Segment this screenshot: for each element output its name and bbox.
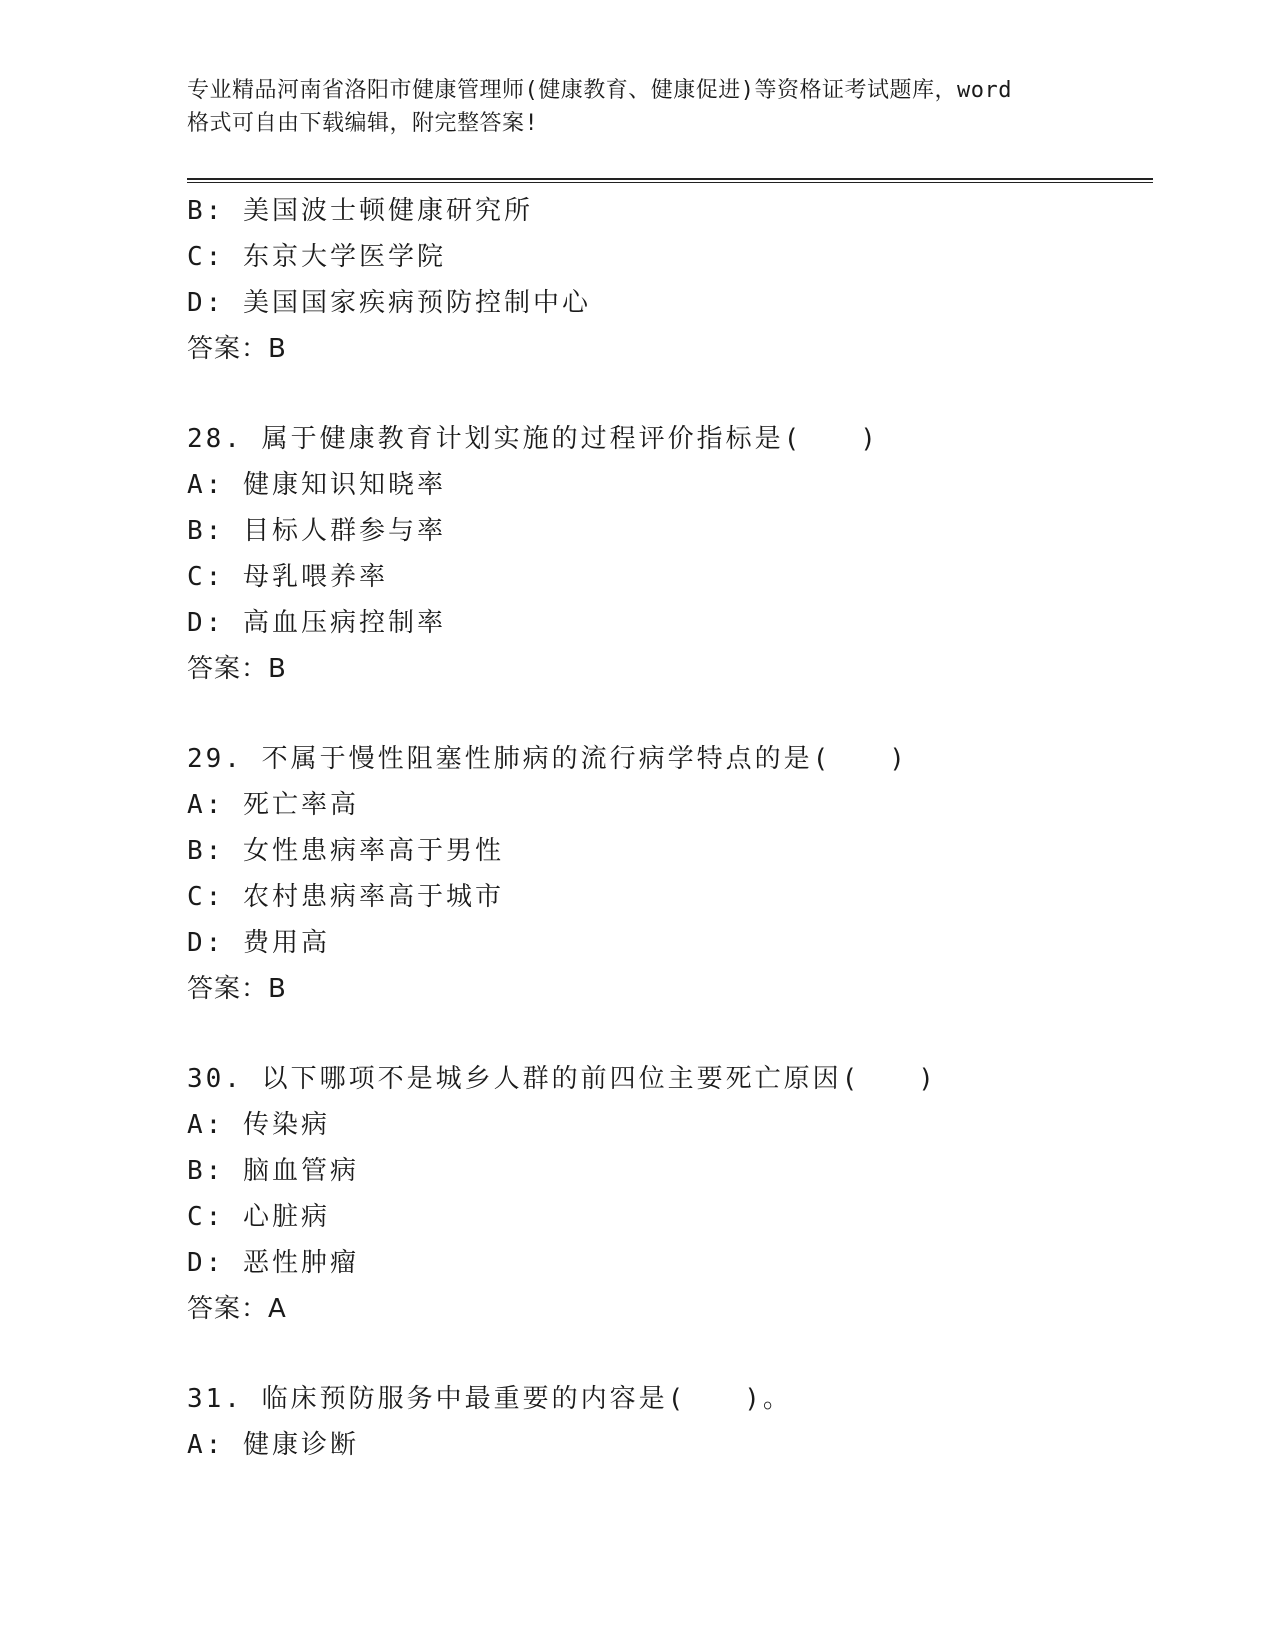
question-31 bbox=[187, 1376, 1147, 1468]
question-27-continued bbox=[187, 188, 1147, 372]
question-stem: 30. 以下哪项不是城乡人群的前四位主要死亡原因( ) bbox=[187, 1064, 937, 1094]
block-spacer bbox=[187, 1012, 1147, 1056]
option-b: B: 美国波士顿健康研究所 bbox=[187, 196, 533, 226]
header-line-1: 专业精品河南省洛阳市健康管理师(健康教育、健康促进)等资格证考试题库，word bbox=[187, 78, 1012, 103]
block-spacer bbox=[187, 372, 1147, 416]
question-stem: 28. 属于健康教育计划实施的过程评价指标是( ) bbox=[187, 424, 879, 454]
question-28 bbox=[187, 416, 1147, 692]
option-a: A: 健康诊断 bbox=[187, 1430, 359, 1460]
option-d: D: 费用高 bbox=[187, 928, 330, 958]
answer-line: 答案：B bbox=[187, 334, 287, 364]
option-c: C: 东京大学医学院 bbox=[187, 242, 446, 272]
option-c: C: 母乳喂养率 bbox=[187, 562, 388, 592]
question-29 bbox=[187, 736, 1147, 1012]
option-a: A: 传染病 bbox=[187, 1110, 330, 1140]
question-30 bbox=[187, 1056, 1147, 1332]
answer-line: 答案：B bbox=[187, 654, 287, 684]
option-a: A: 死亡率高 bbox=[187, 790, 359, 820]
option-d: D: 美国国家疾病预防控制中心 bbox=[187, 288, 591, 318]
block-spacer bbox=[187, 692, 1147, 736]
answer-line: 答案：B bbox=[187, 974, 287, 1004]
option-a: A: 健康知识知晓率 bbox=[187, 470, 446, 500]
block-spacer bbox=[187, 1332, 1147, 1376]
option-b: B: 脑血管病 bbox=[187, 1156, 359, 1186]
option-c: C: 农村患病率高于城市 bbox=[187, 882, 504, 912]
option-b: B: 女性患病率高于男性 bbox=[187, 836, 504, 866]
question-stem: 31. 临床预防服务中最重要的内容是( )。 bbox=[187, 1384, 792, 1414]
header-line-2: 格式可自由下载编辑，附完整答案! bbox=[187, 111, 539, 136]
answer-line: 答案：A bbox=[187, 1294, 287, 1324]
option-c: C: 心脏病 bbox=[187, 1202, 330, 1232]
question-list bbox=[187, 188, 1147, 1468]
option-d: D: 恶性肿瘤 bbox=[187, 1248, 359, 1278]
option-d: D: 高血压病控制率 bbox=[187, 608, 446, 638]
header-divider bbox=[187, 178, 1153, 183]
question-stem: 29. 不属于慢性阻塞性肺病的流行病学特点的是( ) bbox=[187, 744, 908, 774]
option-b: B: 目标人群参与率 bbox=[187, 516, 446, 546]
document-header bbox=[187, 74, 1107, 140]
